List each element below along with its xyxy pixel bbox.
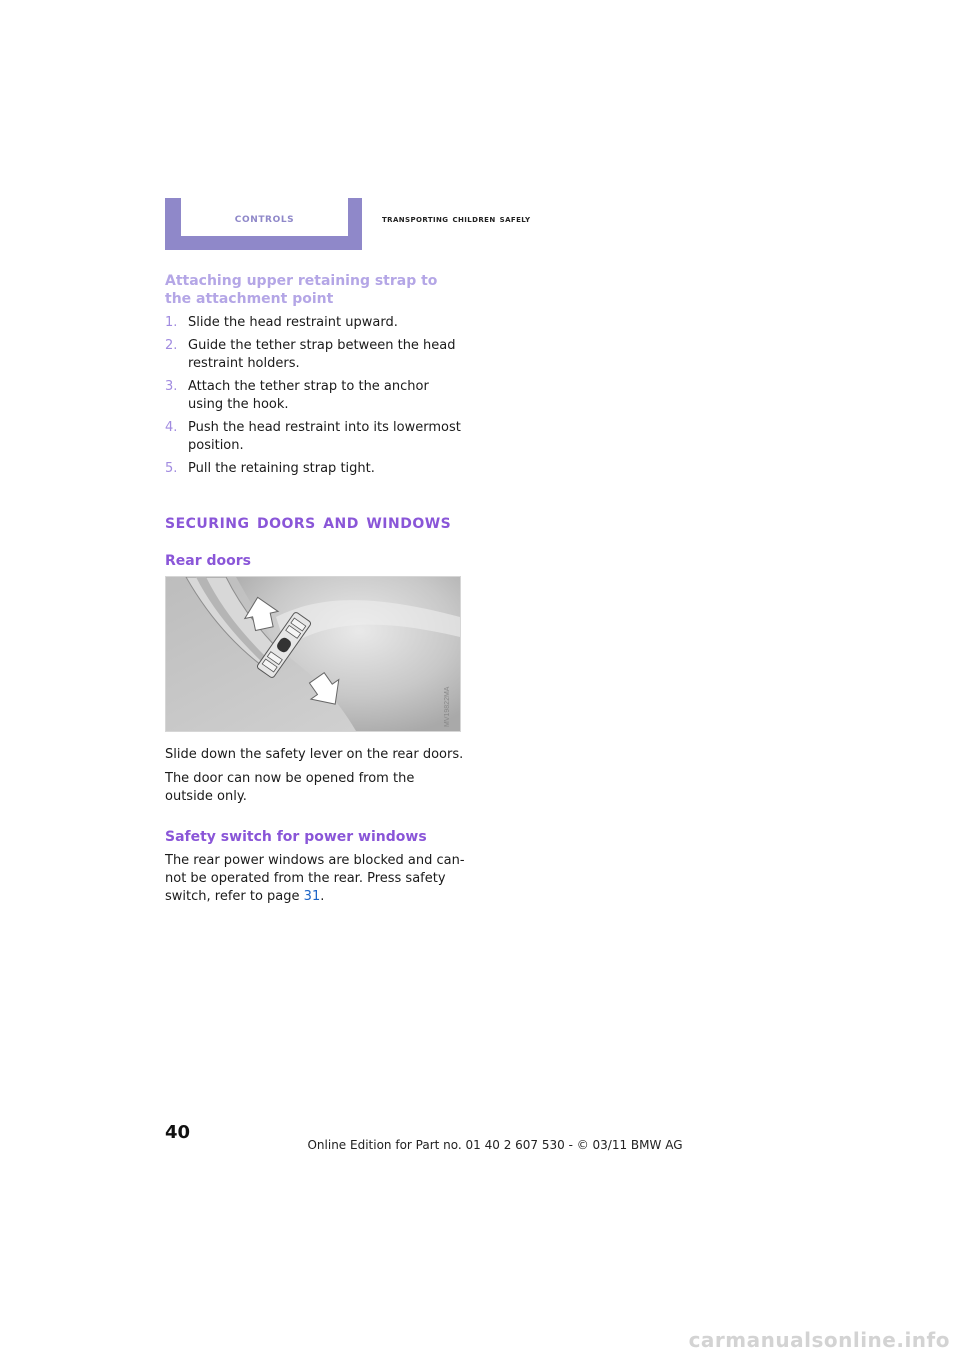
upper-strap-heading: Attaching upper retaining strap to the attachment point xyxy=(165,273,438,307)
step-number: 5. xyxy=(165,461,178,476)
footer-edition: Online Edition for Part no. 01 40 2 607 530 - © 03/11 BMW AG xyxy=(307,1138,683,1152)
header-tab-label: controls xyxy=(234,209,295,225)
rear-doors-para-2: The door can now be opened from the outside only. xyxy=(165,771,415,804)
watermark: carmanualsonline.info xyxy=(688,1328,950,1352)
safety-switch-para xyxy=(165,852,465,906)
step-item xyxy=(165,314,465,332)
step-text: Push the head restraint into its lowermost position. xyxy=(188,420,461,453)
step-item xyxy=(165,337,465,373)
header-section-title: transporting children safely xyxy=(382,213,531,225)
header-tab-inner xyxy=(181,198,348,236)
rear-door-lever-figure xyxy=(165,576,461,732)
step-number: 3. xyxy=(165,379,178,394)
step-text: Attach the tether strap to the anchor using the hook. xyxy=(188,379,429,412)
rear-doors-heading: Rear doors xyxy=(165,553,251,569)
step-item xyxy=(165,378,465,414)
step-number: 4. xyxy=(165,420,178,435)
page-reference-link[interactable]: 31 xyxy=(303,889,321,904)
upper-strap-steps xyxy=(165,314,465,478)
step-item xyxy=(165,419,465,455)
sentence-end: . xyxy=(320,889,325,904)
safety-switch-heading: Safety switch for power windows xyxy=(165,829,427,845)
figure-code: MV19822MA xyxy=(444,686,451,727)
step-item xyxy=(165,460,465,478)
page-number: 40 xyxy=(165,1122,191,1143)
safety-switch-text: The rear power windows are blocked and can-not be operated from the rear. Press safety switch, refer to page xyxy=(165,853,465,904)
step-number: 1. xyxy=(165,315,178,330)
step-text: Guide the tether strap between the head restraint holders. xyxy=(188,338,456,371)
rear-doors-para-1: Slide down the safety lever on the rear doors. xyxy=(165,747,464,762)
rear-door-lever-illustration xyxy=(166,577,460,731)
securing-section-title: securing doors and windows xyxy=(165,509,452,533)
step-text: Pull the retaining strap tight. xyxy=(188,461,375,476)
main-column xyxy=(165,270,465,912)
step-number: 2. xyxy=(165,338,178,353)
step-text: Slide the head restraint upward. xyxy=(188,315,398,330)
header-tab xyxy=(165,198,362,250)
